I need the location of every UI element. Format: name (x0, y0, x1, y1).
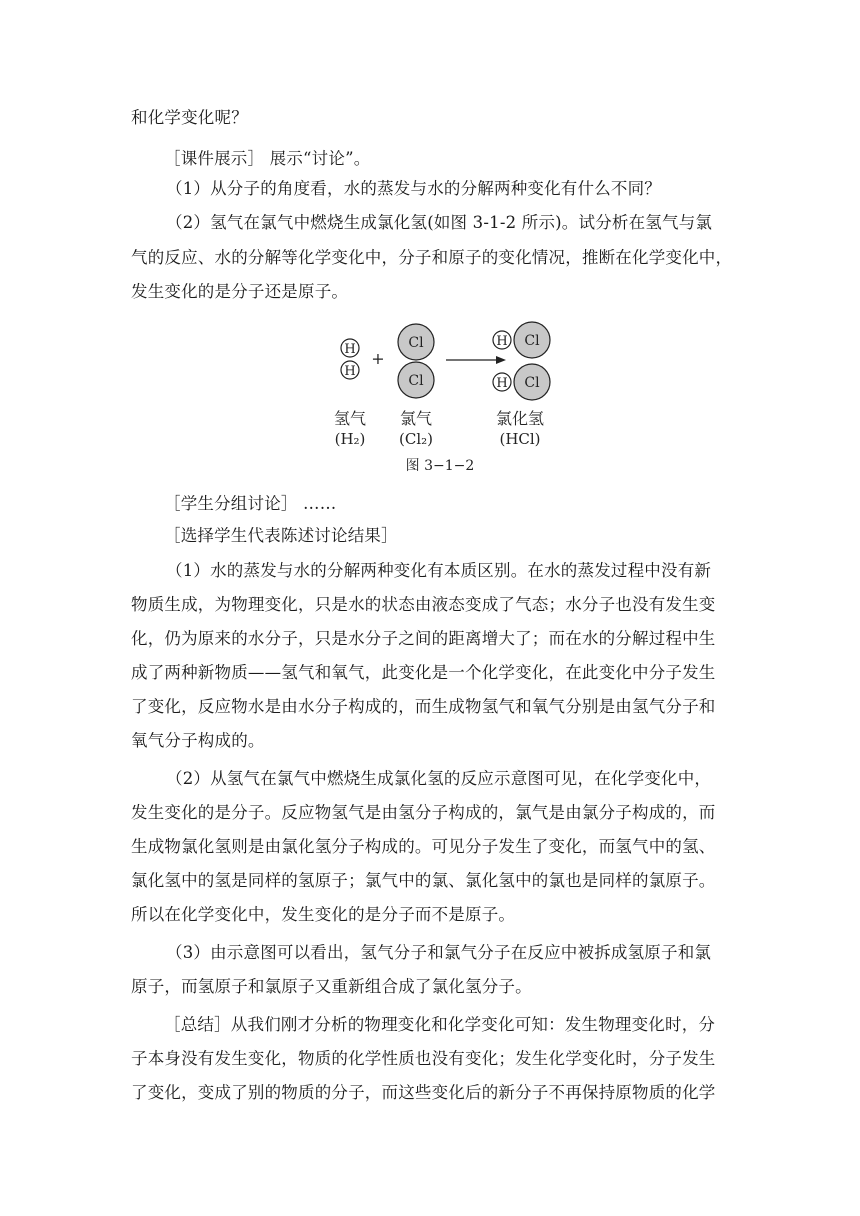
text-line: ［选择学生代表陈述讨论结果］ (164, 526, 398, 545)
text-line: 了变化，变成了别的物质的分子，而这些变化后的新分子不再保持原物质的化学 (131, 1083, 716, 1102)
hcl-name: 氯化氢 (495, 409, 545, 428)
text-line: （3）由示意图可以看出，氢气分子和氯气分子在反应中被拆成氢原子和氯 (166, 943, 712, 962)
text-line: 化，仍为原来的水分子，只是水分子之间的距离增大了；而在水的分解过程中生 (131, 629, 716, 648)
text-line: ［课件展示］ 展示“讨论”。 (164, 149, 371, 168)
text-line: 气的反应、水的分解等化学变化中，分子和原子的变化情况，推断在化学变化中， (131, 248, 733, 267)
text-line: 所以在化学变化中，发生变化的是分子而不是原子。 (131, 905, 516, 924)
cl-atom-label: Cl (524, 333, 540, 349)
text-line: （1）从分子的角度看，水的蒸发与水的分解两种变化有什么不同？ (166, 179, 661, 198)
reaction-arrow (446, 356, 506, 364)
hcl-molecule (493, 322, 550, 358)
text-line: 物质生成，为物理变化，只是水的状态由液态变成了气态；水分子也没有发生变 (131, 595, 716, 614)
text-line: 和化学变化呢？ (131, 108, 248, 127)
chlorine-name: 氯气 (399, 409, 433, 428)
h-atom-label: H (344, 342, 356, 357)
hydrogen-molecule (341, 339, 359, 379)
text-line: 发生变化的是分子还是原子。 (131, 282, 349, 301)
text-line: 成了两种新物质——氢气和氧气，此变化是一个化学变化，在此变化中分子发生 (131, 663, 716, 682)
hcl-formula: (HCl) (499, 430, 541, 448)
cl-atom-label: Cl (524, 375, 540, 391)
h-atom-label: H (496, 376, 508, 391)
hydrogen-formula: (H₂) (334, 430, 366, 448)
chlorine-formula: (Cl₂) (399, 430, 433, 448)
figure-caption: 图 3−1−2 (405, 458, 475, 474)
cl-atom-label: Cl (408, 335, 424, 351)
cl-atom-label: Cl (408, 373, 424, 389)
text-line: （2）氢气在氯气中燃烧生成氯化氢(如图 3-1-2 所示)。试分析在氢气与氯 (166, 213, 713, 232)
text-line: （2）从氢气在氯气中燃烧生成氯化氢的反应示意图可见，在化学变化中， (166, 769, 712, 788)
text-line: 氯化氢中的氢是同样的氢原子；氯气中的氯、氯化氢中的氯也是同样的氯原子。 (131, 871, 716, 890)
text-line: ［学生分组讨论］ …… (164, 494, 337, 513)
text-line: 原子，而氢原子和氯原子又重新组合成了氯化氢分子。 (131, 977, 532, 996)
text-line: （1）水的蒸发与水的分解两种变化有本质区别。在水的蒸发过程中没有新 (166, 561, 712, 580)
text-line: ［总结］从我们刚才分析的物理变化和化学变化可知：发生物理变化时，分 (164, 1015, 716, 1034)
plus-sign: + (371, 349, 385, 368)
chlorine-molecule (398, 324, 434, 398)
text-line: 子本身没有发生变化，物质的化学性质也没有变化；发生化学变化时，分子发生 (131, 1049, 716, 1068)
h-atom-label: H (496, 334, 508, 349)
reaction-diagram (320, 320, 560, 480)
reaction-figure (320, 320, 560, 480)
text-line: 氧气分子构成的。 (131, 731, 265, 750)
text-line: 发生变化的是分子。反应物氢气是由氢分子构成的，氯气是由氯分子构成的，而 (131, 803, 716, 822)
text-line: 生成物氯化氢则是由氯化氢分子构成的。可见分子发生了变化，而氢气中的氢、 (131, 837, 716, 856)
hydrogen-name: 氢气 (333, 409, 367, 428)
text-line: 了变化，反应物水是由水分子构成的，而生成物氢气和氧气分别是由氢气分子和 (131, 697, 716, 716)
h-atom-label: H (344, 364, 356, 379)
hcl-molecule (493, 364, 550, 400)
